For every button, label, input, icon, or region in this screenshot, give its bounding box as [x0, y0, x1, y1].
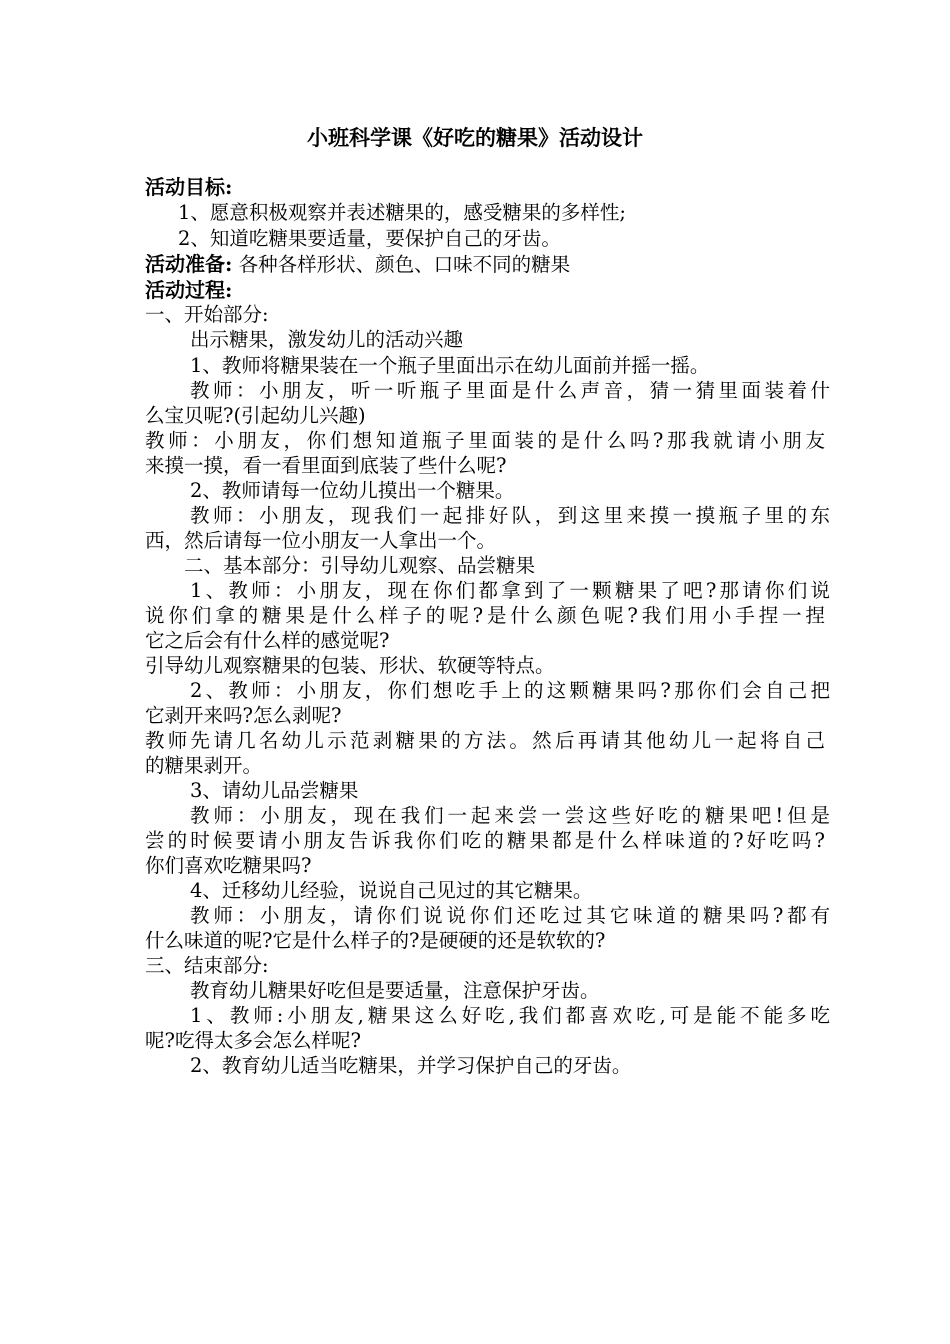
part-2-step-1-b: 说你们拿的糖果是什么样子的呢?是什么颜色呢?我们用小手捏一捏 — [145, 604, 825, 627]
part-2-step-3-teacher-c: 你们喜欢吃糖果吗? — [145, 854, 312, 877]
part-3-intro: 教育幼儿糖果好吃但是要适量，注意保护牙齿。 — [190, 979, 600, 1002]
prep-heading: 活动准备: — [145, 252, 233, 276]
document-title: 小班科学课《好吃的糖果》活动设计 — [307, 125, 643, 150]
part-1-intro: 出示糖果，激发幼儿的活动兴趣 — [190, 328, 464, 351]
prep-line — [145, 251, 825, 278]
prep-text: 各种各样形状、颜色、口味不同的糖果 — [232, 253, 571, 276]
part-1-step-1: 1、教师将糖果装在一个瓶子里面出示在幼儿面前并摇一摇。 — [190, 354, 710, 377]
part-3-step-1-a: 1、教师:小朋友,糖果这么好吃,我们都喜欢吃,可是能不能多吃 — [190, 1004, 830, 1027]
part-2-heading: 二、基本部分：引导幼儿观察、品尝糖果 — [184, 554, 536, 577]
part-2-step-1-a: 1、教师：小朋友，现在你们都拿到了一颗糖果了吧?那请你们说 — [190, 579, 830, 602]
part-2-step-4-teacher-b: 什么味道的呢?它是什么样子的?是硬硬的还是软软的? — [145, 929, 606, 952]
part-1-step-1-teacher-a: 教师：小朋友，听一听瓶子里面是什么声音，猜一猜里面装着什 — [190, 379, 830, 402]
part-1-step-2-teacher-b: 西，然后请每一位小朋友一人拿出一个。 — [145, 529, 497, 552]
part-3-step-1-b: 呢?吃得太多会怎么样呢? — [145, 1029, 361, 1052]
part-2-step-3: 3、请幼儿品尝糖果 — [190, 779, 359, 802]
part-2-step-4: 4、迁移幼儿经验，说说自己见过的其它糖果。 — [190, 879, 593, 902]
part-1-step-1-teacher-b: 么宝贝呢?(引起幼儿兴趣) — [145, 404, 366, 427]
goal-item-2: 2、知道吃糖果要适量，要保护自己的牙齿。 — [178, 227, 561, 250]
goal-heading: 活动目标: — [145, 175, 233, 199]
part-2-step-2-a: 2、教师：小朋友，你们想吃手上的这颗糖果吗?那你们会自己把 — [190, 679, 830, 702]
part-2-step-2-b: 它剥开来吗?怎么剥呢? — [145, 704, 342, 727]
part-2-step-2-d: 的糖果剥开。 — [145, 754, 263, 777]
part-2-step-4-teacher-a: 教师：小朋友，请你们说说你们还吃过其它味道的糖果吗?都有 — [190, 904, 830, 927]
part-1-heading: 一、开始部分: — [145, 303, 269, 326]
part-1-step-2: 2、教师请每一位幼儿摸出一个糖果。 — [190, 479, 515, 502]
part-1-step-1-teacher-d: 来摸一摸，看一看里面到底装了些什么呢? — [145, 454, 507, 477]
part-2-step-1-c: 它之后会有什么样的感觉呢? — [145, 629, 390, 652]
part-2-step-2-c: 教师先请几名幼儿示范剥糖果的方法。然后再请其他幼儿一起将自己 — [145, 729, 825, 752]
part-1-step-1-teacher-c: 教师：小朋友，你们想知道瓶子里面装的是什么吗?那我就请小朋友 — [145, 429, 825, 452]
part-1-step-2-teacher-a: 教师：小朋友，现我们一起排好队，到这里来摸一摸瓶子里的东 — [190, 504, 830, 527]
part-2-step-1-d: 引导幼儿观察糖果的包装、形状、软硬等特点。 — [145, 654, 555, 677]
part-2-step-3-teacher-a: 教师：小朋友，现在我们一起来尝一尝这些好吃的糖果吧!但是 — [190, 804, 830, 827]
part-3-step-2: 2、教育幼儿适当吃糖果，并学习保护自己的牙齿。 — [190, 1054, 632, 1077]
goal-item-1: 1、愿意积极观察并表述糖果的，感受糖果的多样性; — [178, 201, 626, 224]
part-2-step-3-teacher-b: 尝的时候要请小朋友告诉我你们吃的糖果都是什么样味道的?好吃吗? — [145, 829, 825, 852]
process-heading: 活动过程: — [145, 278, 233, 302]
part-3-heading: 三、结束部分: — [145, 954, 269, 977]
